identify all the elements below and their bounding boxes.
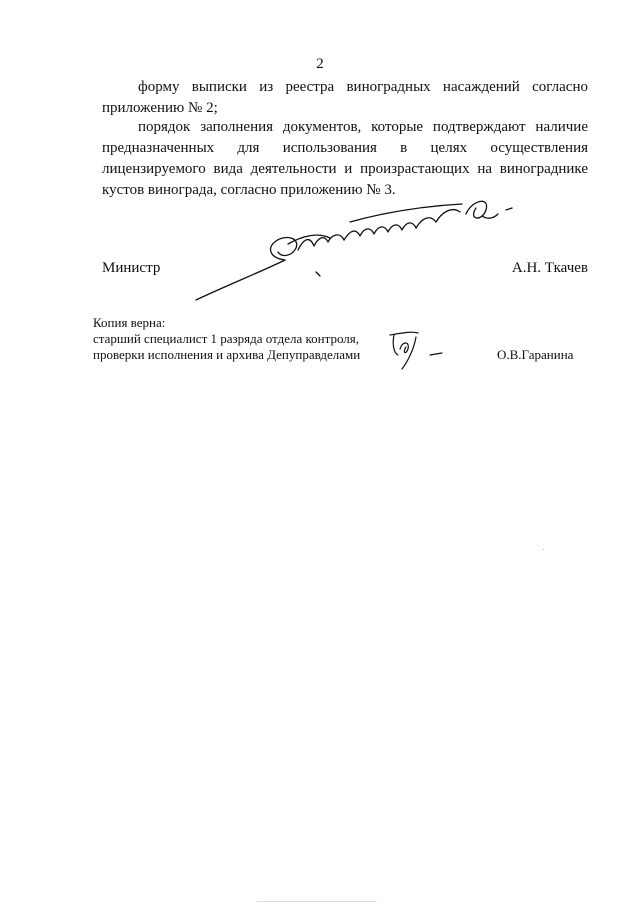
copy-certification xyxy=(93,315,360,363)
copy-position-line2: проверки исполнения и архива Депуправделами xyxy=(93,347,361,362)
copy-heading: Копия верна: xyxy=(93,315,166,330)
certifier-name: О.В.Гаранина xyxy=(497,347,574,362)
paragraph-appendix-2: форму выписки из реестра виноградных насаждений согласно приложению № 2; xyxy=(102,79,588,116)
copy-position-line1: старший специалист 1 разряда отдела контроля, xyxy=(93,331,359,346)
certifier-signature xyxy=(384,327,454,373)
scan-edge-line xyxy=(257,901,377,902)
signer-role: Министр xyxy=(102,260,161,276)
scan-speck xyxy=(543,549,544,550)
paragraph-appendix-3: порядок заполнения документов, которые подтверждают наличие предназначенных для использования в целях осуществления лицензируемого вида деятельности и произрастающих на винограднике кустов винограда, согласно приложению № 3. xyxy=(102,119,588,198)
minister-signature xyxy=(190,192,520,307)
page-number: 2 xyxy=(316,56,324,72)
signer-name: А.Н. Ткачев xyxy=(511,260,588,276)
